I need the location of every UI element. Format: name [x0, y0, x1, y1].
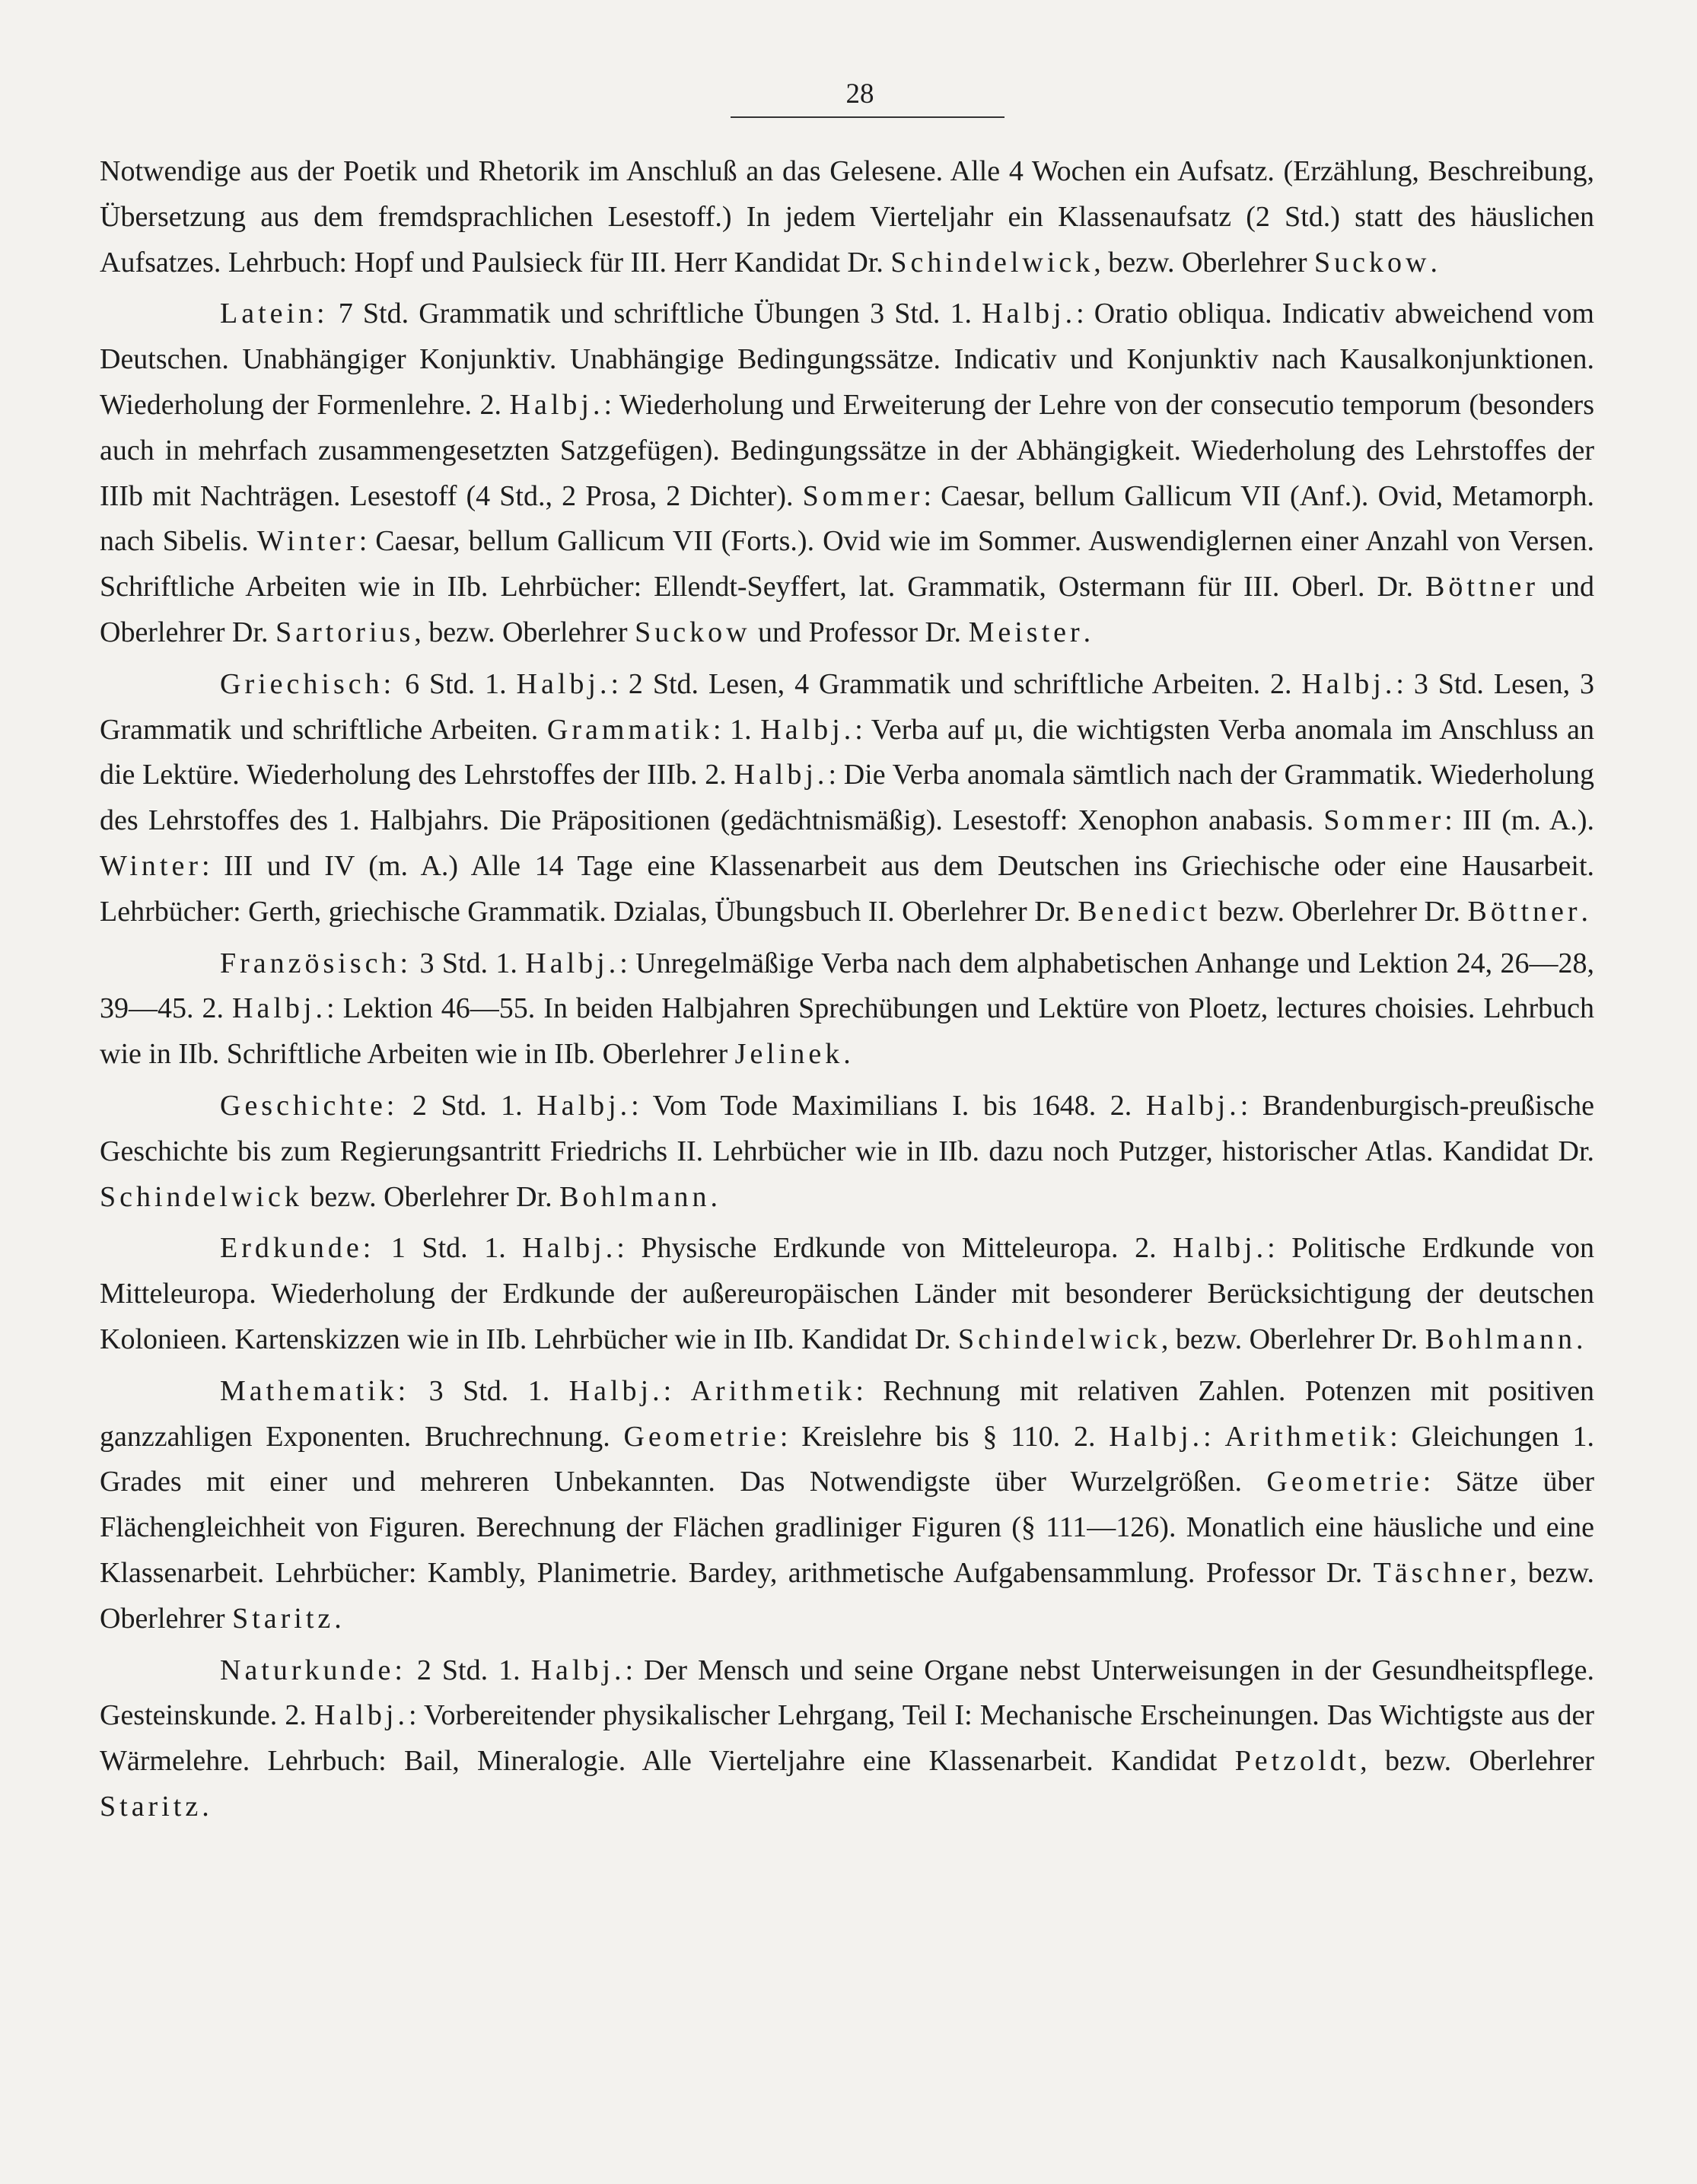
- spaced-term: Böttner: [1425, 571, 1539, 603]
- spaced-term: Halbj.: [530, 1654, 626, 1686]
- text-run: 3 Std. 1.: [409, 1374, 569, 1407]
- spaced-term: Französisch:: [220, 947, 412, 979]
- spaced-term: Staritz: [232, 1602, 335, 1635]
- text-run: : 1.: [712, 713, 761, 746]
- spaced-term: Suckow: [1314, 246, 1431, 279]
- spaced-term: Halbj.: [516, 667, 611, 700]
- spaced-term: Benedict: [1078, 895, 1211, 928]
- text-run: 7 Std. Grammatik und schriftliche Übungen 3 Std. 1.: [328, 298, 982, 330]
- spaced-term: Sommer: [1323, 804, 1445, 837]
- spaced-term: Schindelwick: [100, 1180, 303, 1213]
- text-run: .: [202, 1790, 209, 1823]
- text-run: 2 Std. 1.: [406, 1654, 531, 1686]
- text-run: : Oratio obliqua. Indicativ abweichend vom Deutschen. Unabhängiger Konjunktiv. Unabhängige Bedingungssätze. Indicativ und Konjunktiv nach Kausalkonjunktionen. Wiederholung der Formenlehre. 2.: [100, 298, 1594, 421]
- text-run: und Professor Dr.: [750, 616, 969, 648]
- text-run: 3 Std. 1.: [412, 947, 526, 979]
- spaced-term: Halbj.: [1145, 1089, 1240, 1122]
- spaced-term: Halbj.: [509, 388, 604, 421]
- text-run: .: [1430, 246, 1438, 279]
- spaced-term: Halbj.: [232, 992, 326, 1025]
- spaced-term: Geometrie: [623, 1420, 780, 1453]
- spaced-term: Schindelwick: [890, 246, 1094, 279]
- spaced-term: Sartorius: [275, 616, 415, 648]
- text-run: : Lektion 46—55. In beiden Halbjahren Sprechübungen und Lektüre von Ploetz, lectures choisies. Lehrbuch wie in IIb. Schriftliche Arbeiten wie in IIb. Oberlehrer: [100, 992, 1594, 1071]
- text-run: .: [1083, 616, 1091, 648]
- text-run: und Oberlehrer Dr.: [100, 571, 1595, 648]
- text-run: : Wiederholung und Erweiterung der Lehre von der consecutio temporum (besonders auch in mehrfach zusammengesetzten Satzgefügen). Bedingungssätze in der Abhängigkeit. Wiederholung des Lehrstoffes der IIIb mit Nachträgen. Lesestoff (4 Std., 2 Prosa, 2 Dichter).: [100, 388, 1594, 512]
- spaced-term: Naturkunde:: [220, 1654, 406, 1686]
- paragraph-naturkunde: [100, 1648, 1594, 1830]
- text-run: : Vom Tode Maximilians I. bis 1648. 2.: [631, 1089, 1146, 1122]
- text-run: Notwendige aus der Poetik und Rhetorik im Anschluß an das Gelesene. Alle 4 Wochen ein Aufsatz. (Erzählung, Beschreibung, Übersetzung aus dem fremdsprachlichen Lesestoff.) In jedem Vierteljahr ein Klassenaufsatz (2 Std.) statt des häuslichen Aufsatzes. Lehrbuch: Hopf und Paulsieck für III. Herr Kandidat Dr.: [100, 155, 1594, 279]
- text-run: : 2 Std. Lesen, 4 Grammatik und schriftliche Arbeiten. 2.: [610, 667, 1302, 700]
- spaced-term: Griechisch:: [220, 667, 396, 700]
- spaced-term: Bohlmann: [1425, 1323, 1576, 1355]
- spaced-term: Erdkunde:: [220, 1232, 375, 1265]
- text-run: : Der Mensch und seine Organe nebst Unterweisungen in der Gesundheitspflege. Gesteinskunde. 2.: [100, 1654, 1594, 1732]
- text-run: : Caesar, bellum Gallicum VII (Anf.). Ovid, Metamorph. nach Sibelis.: [100, 479, 1594, 558]
- spaced-term: Bohlmann: [559, 1180, 711, 1213]
- text-run: : Vorbereitender physikalischer Lehrgang, Teil I: Mechanische Erscheinungen. Das Wichtigste aus der Wärmelehre. Lehrbuch: Bail, Mineralogie. Alle Vierteljahre eine Klassenarbeit. Kandidat: [100, 1699, 1594, 1778]
- spaced-term: Halbj.: [536, 1089, 632, 1122]
- text-run: .: [843, 1038, 851, 1071]
- spaced-term: Geometrie: [1266, 1466, 1423, 1498]
- spaced-term: Halbj.: [760, 713, 855, 746]
- text-run: , bezw. Oberlehrer: [100, 1556, 1594, 1635]
- text-run: : Brandenburgisch-preußische Geschichte bis zum Regierungsantritt Friedrichs II. Lehrbücher wie in IIb. dazu noch Putzger, historischer Atlas. Kandidat Dr.: [100, 1089, 1594, 1167]
- text-run: : Unregelmäßige Verba nach dem alphabetischen Anhange und Lektion 24, 26—28, 39—45. 2.: [100, 947, 1594, 1025]
- paragraph-franzoesisch: [100, 941, 1594, 1078]
- text-run: : Physische Erdkunde von Mitteleuropa. 2.: [616, 1232, 1173, 1265]
- paragraph-deutsch-continued: [100, 149, 1594, 285]
- text-run: : III (m. A.).: [1444, 804, 1595, 837]
- text-run: : Rechnung mit relativen Zahlen. Potenzen mit positiven ganzzahligen Exponenten. Bruchrechnung.: [100, 1374, 1595, 1453]
- page-number: 28: [845, 78, 874, 110]
- spaced-term: Suckow: [635, 616, 751, 648]
- text-run: bezw. Oberlehrer Dr.: [1211, 895, 1468, 928]
- spaced-term: Mathematik:: [220, 1374, 410, 1407]
- document-body: [100, 149, 1594, 1836]
- text-run: 2 Std. 1.: [398, 1089, 537, 1122]
- spaced-term: Täschner: [1373, 1556, 1510, 1589]
- spaced-term: Halbj.: [314, 1699, 409, 1732]
- spaced-term: Halbj.: [1301, 667, 1396, 700]
- spaced-term: Halbj.: [1173, 1232, 1268, 1265]
- spaced-term: Halbj.: [522, 1232, 617, 1265]
- text-run: , bezw. Oberlehrer Dr.: [1161, 1323, 1425, 1355]
- text-run: : 3 Std. Lesen, 3 Grammatik und schriftliche Arbeiten.: [100, 667, 1594, 746]
- text-run: .: [710, 1180, 718, 1213]
- paragraph-griechisch: [100, 662, 1594, 935]
- text-run: 6 Std. 1.: [395, 667, 517, 700]
- spaced-term: Geschichte:: [220, 1089, 399, 1122]
- text-run: : Verba auf μι, die wichtigsten Verba anomala im Anschluss an die Lektüre. Wiederholung des Lehrstoffes der IIIb. 2.: [100, 713, 1595, 791]
- paragraph-geschichte: [100, 1084, 1594, 1220]
- spaced-term: Petzoldt: [1234, 1745, 1361, 1778]
- paragraph-mathematik: [100, 1369, 1594, 1642]
- text-run: : Sätze über Flächengleichheit von Figuren. Berechnung der Flächen gradliniger Figuren (§ 111—126). Monatlich eine häusliche und eine Klassenarbeit. Lehrbücher: Kambly, Planimetrie. Bardey, arithmetische Aufgabensammlung. Professor Dr.: [100, 1466, 1594, 1589]
- text-run: :: [1203, 1420, 1225, 1453]
- text-run: .: [1581, 895, 1589, 928]
- spaced-term: Halbj.: [525, 947, 620, 979]
- spaced-term: Sommer: [802, 479, 924, 512]
- spaced-term: Meister: [968, 616, 1084, 648]
- text-run: .: [1575, 1323, 1584, 1355]
- text-run: , bezw. Oberlehrer: [1094, 246, 1315, 279]
- text-run: : Caesar, bellum Gallicum VII (Forts.). Ovid wie im Sommer. Auswendiglernen einer Anzahl von Versen. Schriftliche Arbeiten wie in IIb. Lehrbücher: Ellendt-Seyffert, lat. Grammatik, Ostermann für III. Oberl. Dr.: [100, 525, 1594, 603]
- text-run: , bezw. Oberlehrer: [414, 616, 635, 648]
- text-run: : Kreislehre bis § 110. 2.: [779, 1420, 1110, 1453]
- text-run: 1 Std. 1.: [374, 1232, 523, 1265]
- text-run: : III und IV (m. A.) Alle 14 Tage eine Klassenarbeit aus dem Deutschen ins Griechische oder eine Hausarbeit. Lehrbücher: Gerth, griechische Grammatik. Dzialas, Übungsbuch II. Oberlehrer Dr.: [100, 849, 1594, 928]
- text-run: : Gleichungen 1. Grades mit einer und mehreren Unbekannten. Das Notwendigste über Wurzelgrößen.: [100, 1420, 1594, 1498]
- spaced-term: Latein:: [220, 298, 329, 330]
- spaced-term: Arithmetik: [690, 1374, 856, 1407]
- spaced-term: Halbj.: [982, 298, 1077, 330]
- paragraph-erdkunde: [100, 1226, 1594, 1362]
- header-rule: [731, 116, 1005, 118]
- spaced-term: Grammatik: [546, 713, 713, 746]
- spaced-term: Arithmetik: [1224, 1420, 1390, 1453]
- spaced-term: Halbj.: [734, 759, 829, 791]
- text-run: : Politische Erdkunde von Mitteleuropa. Wiederholung der Erdkunde der außereuropäischen Länder mit besonderer Berücksichtigung der deutschen Kolonieen. Kartenskizzen wie in IIb. Lehrbücher wie in IIb. Kandidat Dr.: [100, 1232, 1594, 1355]
- spaced-term: Böttner: [1467, 895, 1581, 928]
- spaced-term: Schindelwick: [958, 1323, 1161, 1355]
- text-run: , bezw. Oberlehrer: [1360, 1745, 1594, 1778]
- spaced-term: Winter: [100, 849, 202, 882]
- spaced-term: Staritz: [100, 1790, 202, 1823]
- text-run: : Die Verba anomala sämtlich nach der Grammatik. Wiederholung des Lehrstoffes des 1. Halbjahrs. Die Präpositionen (gedächtnismäßig). Lesestoff: Xenophon anabasis.: [100, 759, 1594, 837]
- text-run: bezw. Oberlehrer Dr.: [302, 1180, 560, 1213]
- spaced-term: Halbj.: [568, 1374, 664, 1407]
- text-run: .: [334, 1602, 342, 1635]
- text-run: :: [663, 1374, 691, 1407]
- spaced-term: Winter: [256, 525, 359, 558]
- spaced-term: Jelinek: [734, 1038, 844, 1071]
- paragraph-latein: [100, 291, 1594, 655]
- spaced-term: Halbj.: [1109, 1420, 1204, 1453]
